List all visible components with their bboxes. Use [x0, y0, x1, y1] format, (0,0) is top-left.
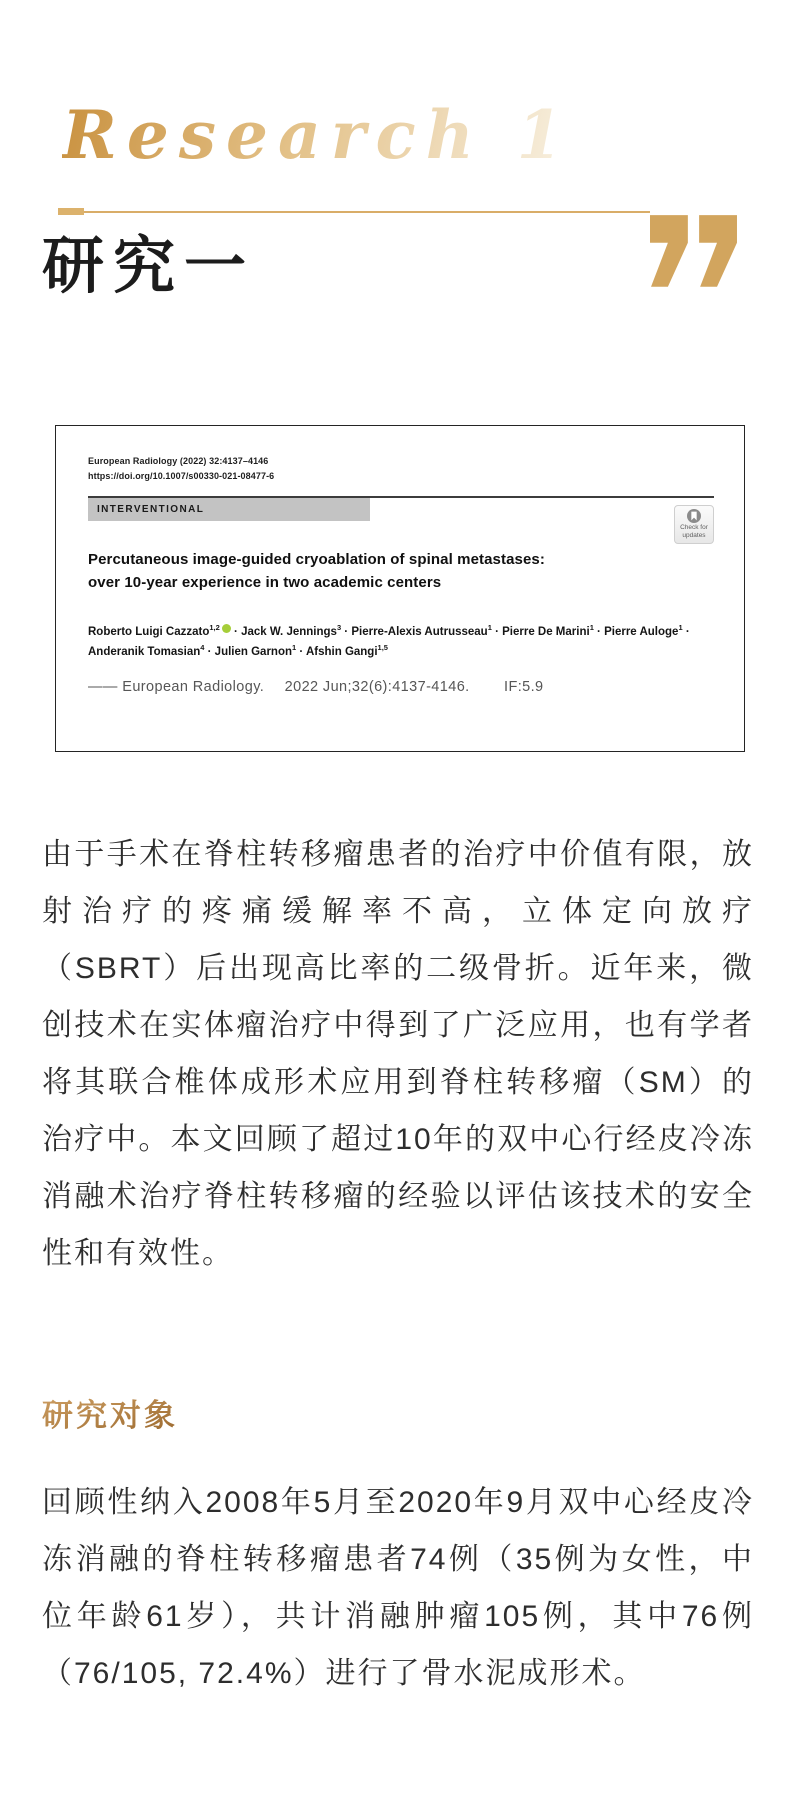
citation-impact-factor: IF:5.9	[504, 679, 544, 695]
author-name: Pierre Auloge$^1$	[604, 623, 683, 638]
badge-label-line2: updates	[682, 531, 706, 539]
paper-title-line1: Percutaneous image-guided cryoablation of spinal metastases:	[88, 551, 545, 568]
paragraph-1: 由于手术在脊柱转移瘤患者的治疗中价值有限，放射治疗的疼痛缓解率不高，立体定向放疗（SBRT）后出现高比率的二级骨折。近年来，微创技术在实体瘤治疗中得到了广泛应用，也有学者将其联合椎体成形术应用到脊柱转移瘤（SM）的治疗中。本文回顾了超过10年的双中心行经皮冷冻消融术治疗脊柱转移瘤的经验以评估该技术的安全性和有效性。	[42, 838, 754, 1270]
section-heading: 研究对象	[42, 1390, 178, 1435]
journal-line: European Radiology (2022) 32:4137–4146	[88, 456, 269, 466]
author-name: Julien Garnon$^1$	[214, 642, 297, 658]
bookmark-icon	[686, 508, 702, 524]
script-title: Research 1	[62, 96, 573, 174]
paper-title	[88, 548, 545, 594]
author-name: Pierre-Alexis Autrusseau$^1$	[351, 623, 492, 638]
paper-authors: Roberto Luigi Cazzato$^{1,2}$ · Jack W. Jennings$^3$ · Pierre-Alexis Autrusseau$^1$ · Pierre De Marini$^1$ · Pierre Auloge$^1$ · Anderanik Tomasian$^4$ · Julien Garnon$^1$ · Afshin Gangi$^{1,5}$	[88, 623, 690, 658]
closing-quote-icon	[650, 215, 738, 289]
citation-dash: ——	[88, 679, 118, 695]
divider-accent-block	[58, 208, 84, 215]
section-label-bar	[88, 498, 370, 521]
citation-journal: European Radiology.	[122, 679, 265, 695]
author-name: Afshin Gangi$^{1,5}$	[305, 642, 388, 658]
doi-line: https://doi.org/10.1007/s00330-021-08477-6	[88, 471, 275, 481]
check-for-updates-badge	[674, 505, 714, 544]
citation-issue: 2022 Jun;32(6):4137-4146.	[284, 679, 470, 695]
citation-line	[88, 679, 544, 695]
paragraph-2: 回顾性纳入2008年5月至2020年9月双中心经皮冷冻消融的脊柱转移瘤患者74例（35例为女性，中位年龄61岁），共计消融肿瘤105例，其中76例（76/105, 72.4%）进行了骨水泥成形术。	[42, 1486, 754, 1690]
author-name: Anderanik Tomasian$^4$	[88, 642, 205, 658]
gold-divider	[58, 208, 650, 216]
divider-line	[84, 211, 650, 213]
paper-card	[55, 425, 745, 752]
orcid-icon	[222, 624, 231, 633]
section-label: INTERVENTIONAL	[97, 504, 205, 515]
author-name: Roberto Luigi Cazzato$^{1,2}$	[88, 626, 231, 638]
page-title: 研究一	[42, 229, 256, 302]
paper-title-line2: over 10-year experience in two academic centers	[88, 574, 442, 591]
author-name: Jack W. Jennings$^3$	[241, 623, 342, 638]
author-name: Pierre De Marini$^1$	[502, 623, 594, 638]
badge-label-line1: Check for	[680, 524, 708, 531]
